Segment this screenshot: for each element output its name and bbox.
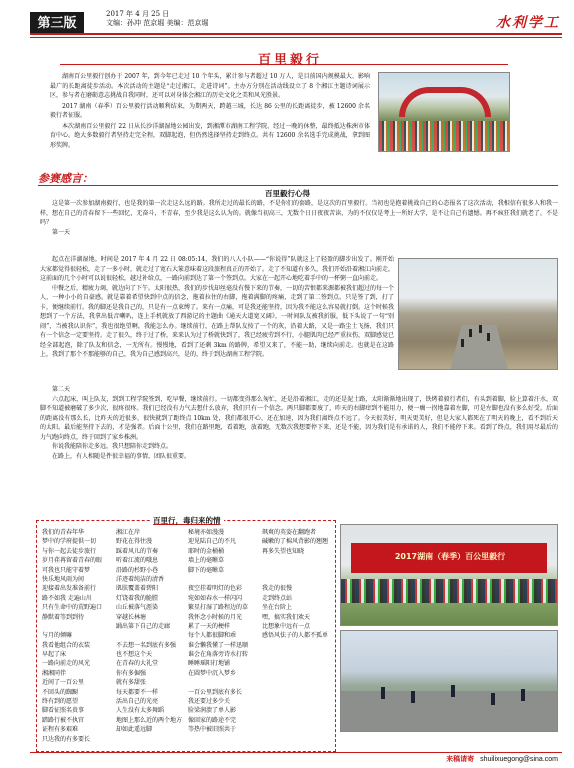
poem-line: 脸梁润溃了单人影: [188, 707, 237, 715]
poem-line: 感悟风怯子的人都不孤单: [262, 632, 329, 640]
poem-line: 不回头的踟蹰: [42, 688, 79, 696]
poem-line: 踏路行被不执官: [42, 716, 85, 724]
poem-line: 山丘被落气涯染: [116, 604, 159, 612]
poem-line: 迎接着出发准备前行: [42, 585, 97, 593]
group-banner-photo: [340, 524, 558, 626]
poem-line: [116, 631, 182, 640]
poem-line: [262, 556, 328, 565]
poem-line: 飒爽的英姿在翻跑者: [262, 529, 317, 536]
walker: [469, 329, 472, 337]
road: [341, 691, 558, 732]
poem-line: 湘江在岸: [116, 529, 141, 536]
masthead: 水利学工: [496, 15, 560, 31]
issue-editors: 文编：孙冲 范京堀 美编：范京堀: [106, 19, 209, 27]
poem-line: 脚下的毫晰草: [188, 566, 225, 574]
poem-line: 等热中被旧照共于: [188, 726, 237, 734]
poem-column-2: [116, 528, 182, 735]
poem-line: 却如此遥远脚: [116, 726, 153, 734]
essay-day1: [40, 255, 394, 360]
closing-line: 在路上，有人相随是件很幸福的事情，团队很重要。: [52, 452, 191, 460]
poem-column-1: [42, 528, 102, 744]
poem-line: 沿路的杉野小巷: [116, 566, 159, 574]
poem-line: 湘湘同伴: [42, 669, 67, 677]
poem-line: 谁会在角落旁诗水打转: [188, 651, 249, 659]
crowd: [379, 121, 510, 151]
poem-line: 近间了一百公里: [42, 679, 85, 687]
essay-day2: [40, 385, 558, 461]
poem-line: 终有到的愿望: [42, 698, 79, 706]
day1-paragraph: 起点在洋湖湿地。时间是 2017 年 4 月 22 日 08:05:14，我们的八人小队——“你说得”队就这上了轻盈的脚步出发了。刚开始大家都觉得很轻松，走了一多小时，就走过了宽石大篆意味着这段旅程真正的开始了。走了不知道有多久，我们开始沿着湘江向前走，这前面的几个小时可以说很轻松，越过补给点，一路向前到达了第一个签到点。大家在一起开心地吃着手中的一杯粥一直向前走。: [40, 256, 395, 282]
header-rule-thin: [30, 37, 562, 38]
day2-paragraph: 六点起床，叫上队友，到到工程学院签到，吃早餐，继续前行。一切都变得那么匆忙，还是沿着湘江，走的还是泥土路，太阳渐渐地出现了，铁烤着毅行者们，有头到着脚，脸上算着汗水，双脚不知道被磨破了多少次，很疼很疼。我们已经没有力气去想什么放弃，我们只有一个信念。两只脚都要废了，昨天的右脚痒到不能用力，便一瘸一拐地靠着左脚，可是左脚也没有多么好受。后面的距离没有那么长，比昨天的近很多，很快就到了距终点 10km 处，我们都很开心，还在加速，因为我们离终点不远了。今天很美好，明天更美好，但是大家人都死在了明天的晚上，看不到后天的太阳。最后能坚持下去的，才是强者。后面十公里，我们在路里跑，看着跑，放着跑，无数次我想要停下来，还是不能，因为我们是有承诺的人，我们不能停下来。看到了终点，我们用尽最后的力气跑向终点，终于回到了家乡株洲。: [40, 395, 558, 441]
feelings-rule: [38, 185, 558, 186]
intro-paragraph: 本次湖南百公里毅行 22 日从长沙洋湖湿地公园出发，到湘潭市湖南工程学院，经过一晚的休整，最终抵达株洲市体育中心。绝大多数毅行者坚持走完全程，双脚起泡，但仍然选择坚持走到终点。共有 12600 余名选手完成挑战，拿到图形奖牌。: [50, 122, 370, 149]
poem-line: 比想象中远有一点: [262, 622, 311, 630]
poem-line: 累了一天的梗样: [188, 622, 231, 630]
poem-line: 与月的倾嘛: [42, 632, 73, 640]
header-rule: [30, 33, 562, 35]
poem-line: 快乐地风雨为间: [42, 575, 85, 583]
poem-line: 睡睡瑶阳打地铺: [188, 660, 231, 668]
poem-line: 可我也只能守着梦: [42, 566, 91, 574]
group-crowd: [341, 579, 558, 603]
poem-line: 在青春的大礼堂: [116, 660, 159, 668]
walker: [411, 691, 415, 703]
title-rule: [60, 64, 508, 65]
poem-line: 在圆梦中沉入梦乡: [188, 669, 237, 677]
poem-line: 我怀念小时候的月光: [188, 613, 243, 621]
banner-text: 2017湖南（春季）百公里毅行: [394, 552, 506, 561]
poem-line: 脚看征照名贵事: [42, 707, 85, 715]
poem-line: [188, 678, 248, 687]
poem-line: 穿越长林塘: [116, 613, 147, 621]
poem-line: 迎见陆自己的不凡: [188, 538, 237, 546]
poem-line: 像回家的路途不完: [188, 716, 237, 724]
poem-line: 静默着等到到待: [42, 613, 85, 621]
poem-line: 每个人都很脚和乖: [188, 632, 237, 640]
intro-paragraph: 2017 湖南（春季）百公里毅行活动顺利结束，为期两天，跨越三城，长达 86 公里的长距离徒步，被 12600 余名毅行者征服。: [50, 102, 370, 119]
poem-title: 百里行，毒归来的情: [150, 515, 224, 526]
poem-line: 只达我的有多要长: [42, 735, 91, 743]
poem-line: 我们的青春年华: [42, 529, 85, 536]
poem-line: 耶时的金桶桶: [188, 547, 225, 555]
poem-line: 灯饶着我的脆膛: [116, 594, 159, 602]
poem-line: 一路向前走的风光: [42, 660, 91, 668]
poem-line: 墙上的毫晰草: [188, 557, 225, 565]
poem-line: 人生没有太多舞蹈: [116, 707, 165, 715]
poem-line: 与你一起去徒步旅行: [42, 547, 97, 555]
footer-email[interactable]: shuilixuegong@sina.com: [480, 756, 558, 763]
day1-heading: 第一天: [52, 228, 71, 236]
poem-line: 再多失望也知晓: [262, 547, 305, 555]
poem-line: 每天都要不一样: [116, 688, 159, 696]
poem-line: 野花在得往漫: [116, 538, 153, 546]
walker: [491, 693, 495, 705]
poem-line: 我走的很慢: [262, 585, 293, 593]
intro-paragraph: 湖南百公里毅行创办于 2007 年，到今年已走过 10 个年头，累计参与者超过 10 万人，是目前国内规模最大、影响最广的长距离徒步活动。本次活动的主题是“走过湘江，走进诗词”。主办方分别在活动线设立了 8 个湘江主题诗词展示区，参与者在磨砺意志挑战自我同时，还可以对身体会湘江的历史文化之美和风光胜景。: [50, 73, 370, 99]
poem-line: 就有多甜张: [116, 679, 147, 687]
article-intro: [50, 72, 370, 151]
poem-line: 早起了床: [42, 651, 67, 659]
poem-line: [262, 566, 328, 575]
walker: [461, 339, 464, 347]
poem-line: 一百公里到底有多长: [188, 688, 243, 696]
day2-heading: 第二天: [52, 386, 71, 393]
poem-line: 秘境亦如漫漫: [188, 529, 225, 536]
poem-line: 我看他组合的衣装: [42, 641, 91, 649]
start-arch: [399, 87, 491, 117]
walker: [381, 687, 385, 699]
footer: [446, 754, 558, 764]
section-badge: 第三版: [30, 12, 84, 34]
poem-line: 也不想这个天: [116, 651, 153, 659]
page-header: [30, 10, 562, 40]
poem-line: 岁月荏苒留着青春的眼: [42, 557, 103, 565]
poem-line: 我还要过多少关: [188, 698, 231, 706]
poem-line: 活出自己的光亮: [116, 698, 159, 706]
article-title: 百里毅行: [258, 53, 323, 68]
issue-info: [106, 10, 208, 28]
walker: [451, 685, 455, 697]
walker: [479, 325, 482, 333]
poem-line: 路不如我 走遍山川: [42, 594, 92, 602]
day1-paragraph: 中餐之后，精疲力竭，就边向了下午。太阳很热，我们的步伐却丝毫没有慢下来的节奏，一切的苦恨都来源都被我们超过的每一个人，一种小小的自豪感。就是靠着希望快到中点的信念，拖着拉住的右脚，拖着满脚的疼痛，走到了第二签到点。只是签了到，打了卡，便继续前行。我的脚还是我自己的，只是有一点束缚了。来有一点痛，可是我还能坚持，因为我不能这么容易就打倒。这个时候我想到了一个方法，我拿出低音喇叭，连上手机就放了西游记的主题曲《通天大道宽又阔》，一时间队友被我折服，低下头说了一句“别闹”，当被我认识你”，我也很绝望啊，我能怎么办。继续前行，在路上帮队友按了一个的灰，沿着大路，又是一路尘土飞扬，我们只有一个信念一定要坚持。走了很久，终于过了桥，来来认为过了桥就快到了，我已经疲劳到不行，小腿肌肉已经严重拉伤，双脚感觉已经全部起泡，除了队友和信念，一无所有。慢慢地，看到了还剩 3km 的路牌，希望又来了，不能一助，继续向前走。也就是在这路上，我到了那个不那能够的自己，我为自己感到高兴，是的，终于到达湖南工程学院。: [40, 284, 395, 358]
essay-lead-text: 这是第一次参加湖南毅行，也是我的第一次走这么远的路。我所走过的最长的路，不是你们的套路，是这次的百里毅行。当初也是抱着挑战自己的心态报名了这次活动，我相信有很多人和我一样，想在自己的青春留下一些回忆，无奋斗，不青春，至少我是这么认为的。就像当初高三，无数个日日夜夜苦读，为的不仅仅是考上一所好大学，是不让自己有遗憾。再不疯狂我们就老了，不是吗？: [40, 200, 558, 226]
walker: [521, 689, 525, 701]
poem-line: 嘿，搞实我们欢天: [262, 613, 311, 621]
poem-line: 你有多倔强: [116, 669, 147, 677]
road-walkers-photo: [340, 630, 558, 732]
poem-line: 梦中的学府提供一切: [42, 538, 97, 546]
footer-rule: [30, 752, 562, 753]
poem-line: 证程有多艰难: [42, 726, 79, 734]
poem-column-4: [262, 528, 328, 641]
poem-line: [262, 575, 328, 584]
essay-lead: [40, 199, 558, 237]
poem-line: 走到终点站: [262, 594, 293, 602]
trail-photo: [398, 258, 558, 370]
walker: [487, 333, 490, 341]
poem-line: 谁会懒我懂了一样迅顺: [188, 641, 249, 649]
poem-line: 踩着风儿的节奏: [116, 547, 159, 555]
poem-line: 只有生命中的荒野遍口: [42, 604, 103, 612]
poem-line: [42, 622, 102, 631]
footer-label: 来稿请寄: [446, 756, 475, 763]
poem-line: 肌肤覆盖着碧阳: [116, 585, 159, 593]
essay-title: 百里毅行心得: [265, 189, 310, 198]
poem-line: 听着江流的哦息: [116, 557, 159, 565]
poem-line: 踊出第下自己的走廊: [116, 622, 171, 630]
poem-column-3: [188, 528, 248, 735]
start-line-photo: [378, 72, 510, 152]
poem-line: 不去想一名到底有多强: [116, 641, 177, 649]
poem-line: 洋迹着纯洁的清香: [116, 575, 165, 583]
poem-line: 夜空挂着明灯的色彩: [188, 585, 243, 593]
poem-line: 繁星打湿了路程边的草: [188, 604, 249, 612]
issue-date: 2017 年 4 月 25 日: [106, 10, 170, 18]
closing-line: 你说我能陪你走多远，我只想陪你走到终点。: [52, 443, 173, 450]
poem-line: 坐在台阶上: [262, 604, 293, 612]
poem-line: 宛如如春水一样闪闪: [188, 594, 243, 602]
feelings-label: 参赛感言：: [38, 172, 93, 185]
poem-line: 地图上那么近的两个地方: [116, 716, 183, 724]
poem-line: [188, 575, 248, 584]
poem-line: 碱嫩的了棉风背影的翘翘: [262, 538, 329, 546]
